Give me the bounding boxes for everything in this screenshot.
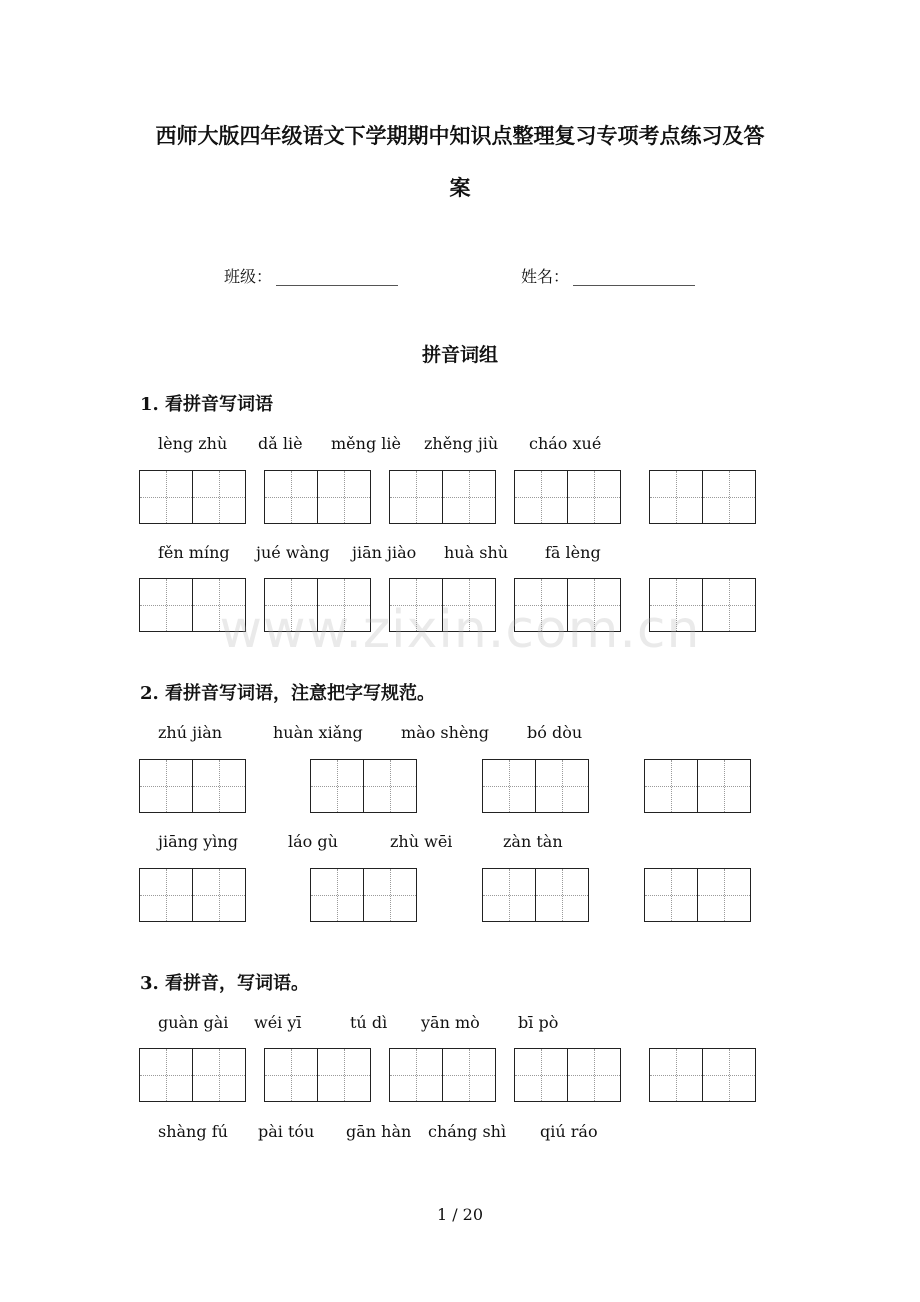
question-1-title: 1. 看拼音写词语: [140, 394, 274, 415]
pinyin: qiú ráo: [540, 1122, 598, 1141]
pinyin: lèng zhù: [158, 434, 228, 453]
pinyin: jué wàng: [256, 543, 330, 562]
writing-grid[interactable]: [389, 470, 496, 524]
pinyin: zàn tàn: [503, 832, 563, 851]
pinyin: jiāng yìng: [158, 832, 238, 851]
pinyin: fā lèng: [545, 543, 601, 562]
page-number: 1 / 20: [436, 1205, 484, 1224]
pinyin: shàng fú: [158, 1122, 228, 1141]
pinyin: bī pò: [518, 1013, 559, 1032]
pinyin: dǎ liè: [258, 434, 303, 453]
pinyin: pài tóu: [258, 1122, 315, 1141]
writing-grid[interactable]: [310, 868, 417, 922]
pinyin: bó dòu: [527, 723, 583, 742]
pinyin: gān hàn: [346, 1122, 412, 1141]
pinyin: zhú jiàn: [158, 723, 223, 742]
writing-grid[interactable]: [514, 470, 621, 524]
name-label: 姓名：: [521, 267, 570, 286]
pinyin: huà shù: [444, 543, 509, 562]
pinyin: měng liè: [331, 434, 401, 453]
pinyin: mào shèng: [401, 723, 489, 742]
title-line-2: 案: [449, 175, 471, 200]
pinyin: fěn míng: [158, 543, 230, 562]
writing-grid[interactable]: [264, 1048, 371, 1102]
question-2-title: 2. 看拼音写词语，注意把字写规范。: [140, 683, 436, 704]
pinyin: láo gù: [288, 832, 338, 851]
writing-grid[interactable]: [514, 1048, 621, 1102]
writing-grid[interactable]: [139, 1048, 246, 1102]
writing-grid[interactable]: [644, 759, 751, 813]
pinyin: wéi yī: [254, 1013, 302, 1032]
question-3-title: 3. 看拼音，写词语。: [140, 973, 310, 994]
pinyin: guàn gài: [158, 1013, 229, 1032]
class-field: [224, 264, 398, 287]
pinyin: zhù wēi: [390, 832, 453, 851]
writing-grid[interactable]: [649, 1048, 756, 1102]
pinyin: cháo xué: [529, 434, 602, 453]
section-title: 拼音词组: [421, 344, 498, 366]
name-blank-line: [573, 269, 695, 286]
writing-grid[interactable]: [644, 868, 751, 922]
document-title: [60, 110, 860, 214]
writing-grid[interactable]: [389, 1048, 496, 1102]
name-field: [521, 264, 695, 287]
title-line-1: 西师大版四年级语文下学期期中知识点整理复习专项考点练习及答: [155, 123, 765, 148]
pinyin: yān mò: [421, 1013, 480, 1032]
pinyin: jiān jiào: [352, 543, 417, 562]
writing-grid[interactable]: [139, 868, 246, 922]
writing-grid[interactable]: [139, 759, 246, 813]
pinyin: cháng shì: [428, 1122, 507, 1141]
writing-grid[interactable]: [310, 759, 417, 813]
class-label: 班级：: [224, 267, 273, 286]
writing-grid[interactable]: [482, 868, 589, 922]
pinyin: huàn xiǎng: [273, 723, 363, 742]
watermark: www.zixin.com.cn: [219, 600, 701, 660]
writing-grid[interactable]: [482, 759, 589, 813]
class-blank-line: [276, 269, 398, 286]
writing-grid[interactable]: [264, 470, 371, 524]
pinyin: zhěng jiù: [424, 434, 499, 453]
writing-grid[interactable]: [139, 470, 246, 524]
pinyin: tú dì: [350, 1013, 388, 1032]
writing-grid[interactable]: [649, 470, 756, 524]
